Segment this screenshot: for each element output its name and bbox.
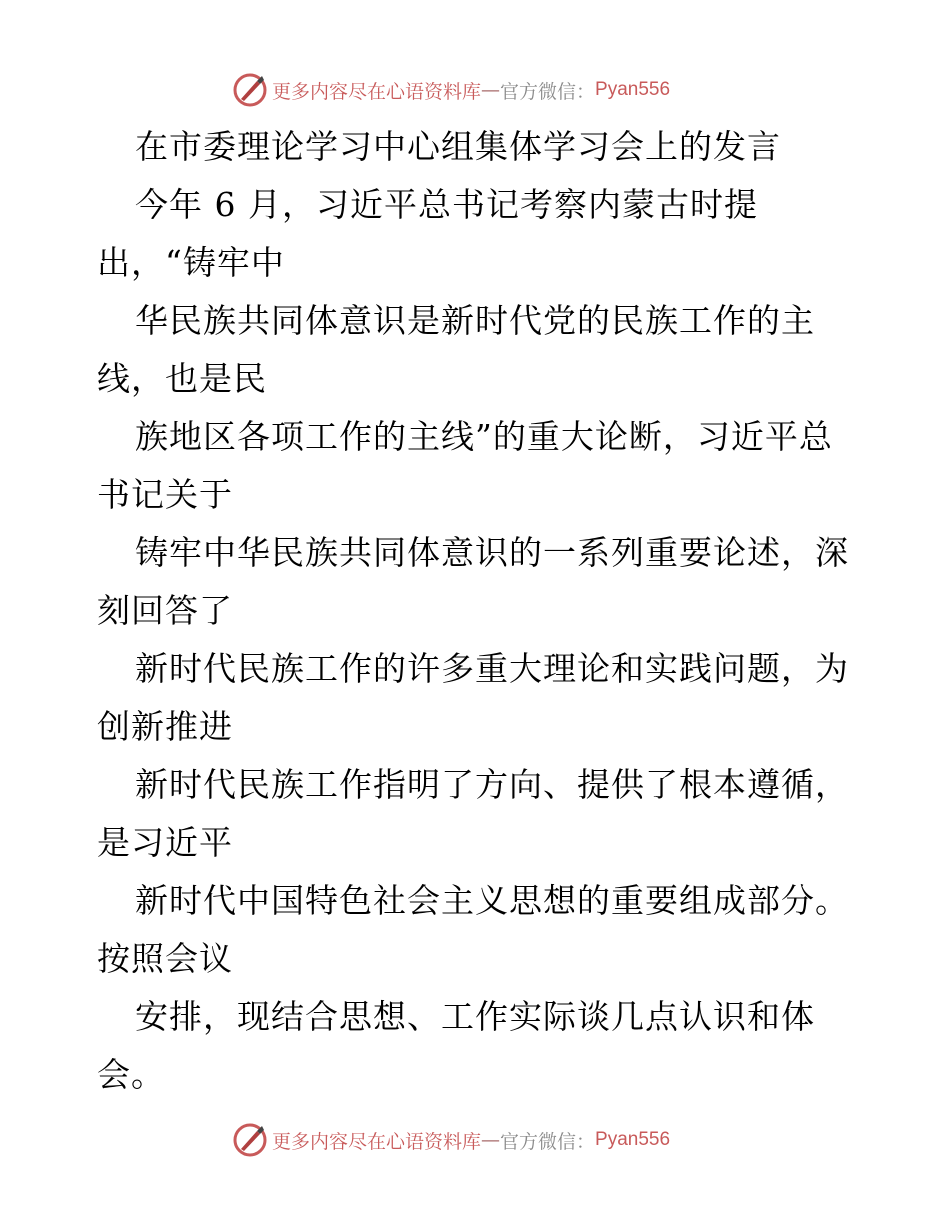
- text-line: 今年 6 月，习近平总书记考察内蒙古时提: [135, 185, 758, 224]
- banner-text: 更多内容尽在心语资料库: [272, 1130, 482, 1153]
- text-line: 是习近平: [97, 823, 233, 862]
- banner-contact-label: 官方微信：: [500, 80, 596, 103]
- banner-text: 更多内容尽在心语资料库: [272, 80, 482, 103]
- text-line: 铸牢中华民族共同体意识的一系列重要论述，深: [135, 533, 849, 572]
- header-banner: [232, 70, 670, 110]
- text-line: 线，也是民: [97, 359, 267, 398]
- text-line: 创新推进: [97, 707, 233, 746]
- text-line: 新时代中国特色社会主义思想的重要组成部分。: [135, 881, 849, 920]
- banner-contact-id: Pyan556: [595, 1129, 671, 1150]
- text-line: 在市委理论学习中心组集体学习会上的发言: [135, 127, 781, 166]
- banner-contact-id: Pyan556: [595, 79, 671, 100]
- text-line: 族地区各项工作的主线”的重大论断，习近平总: [135, 417, 833, 456]
- text-line: 华民族共同体意识是新时代党的民族工作的主: [135, 301, 815, 340]
- banner-dash: —: [481, 1129, 501, 1151]
- quill-logo-icon: [232, 72, 268, 108]
- text-line: 新时代民族工作的许多重大理论和实践问题，为: [135, 649, 849, 688]
- text-line: 刻回答了: [97, 591, 233, 630]
- footer-banner: [232, 1120, 670, 1160]
- document-body: [97, 118, 867, 1104]
- text-line: 会。: [97, 1055, 165, 1094]
- text-line: 新时代民族工作指明了方向、提供了根本遵循，: [135, 765, 849, 804]
- text-line: 书记关于: [97, 475, 233, 514]
- banner-contact-label: 官方微信：: [500, 1130, 596, 1153]
- text-line: 出，“铸牢中: [97, 243, 285, 282]
- banner-dash: —: [481, 79, 501, 101]
- text-line: 安排，现结合思想、工作实际谈几点认识和体: [135, 997, 815, 1036]
- text-line: 按照会议: [97, 939, 233, 978]
- quill-logo-icon: [232, 1122, 268, 1158]
